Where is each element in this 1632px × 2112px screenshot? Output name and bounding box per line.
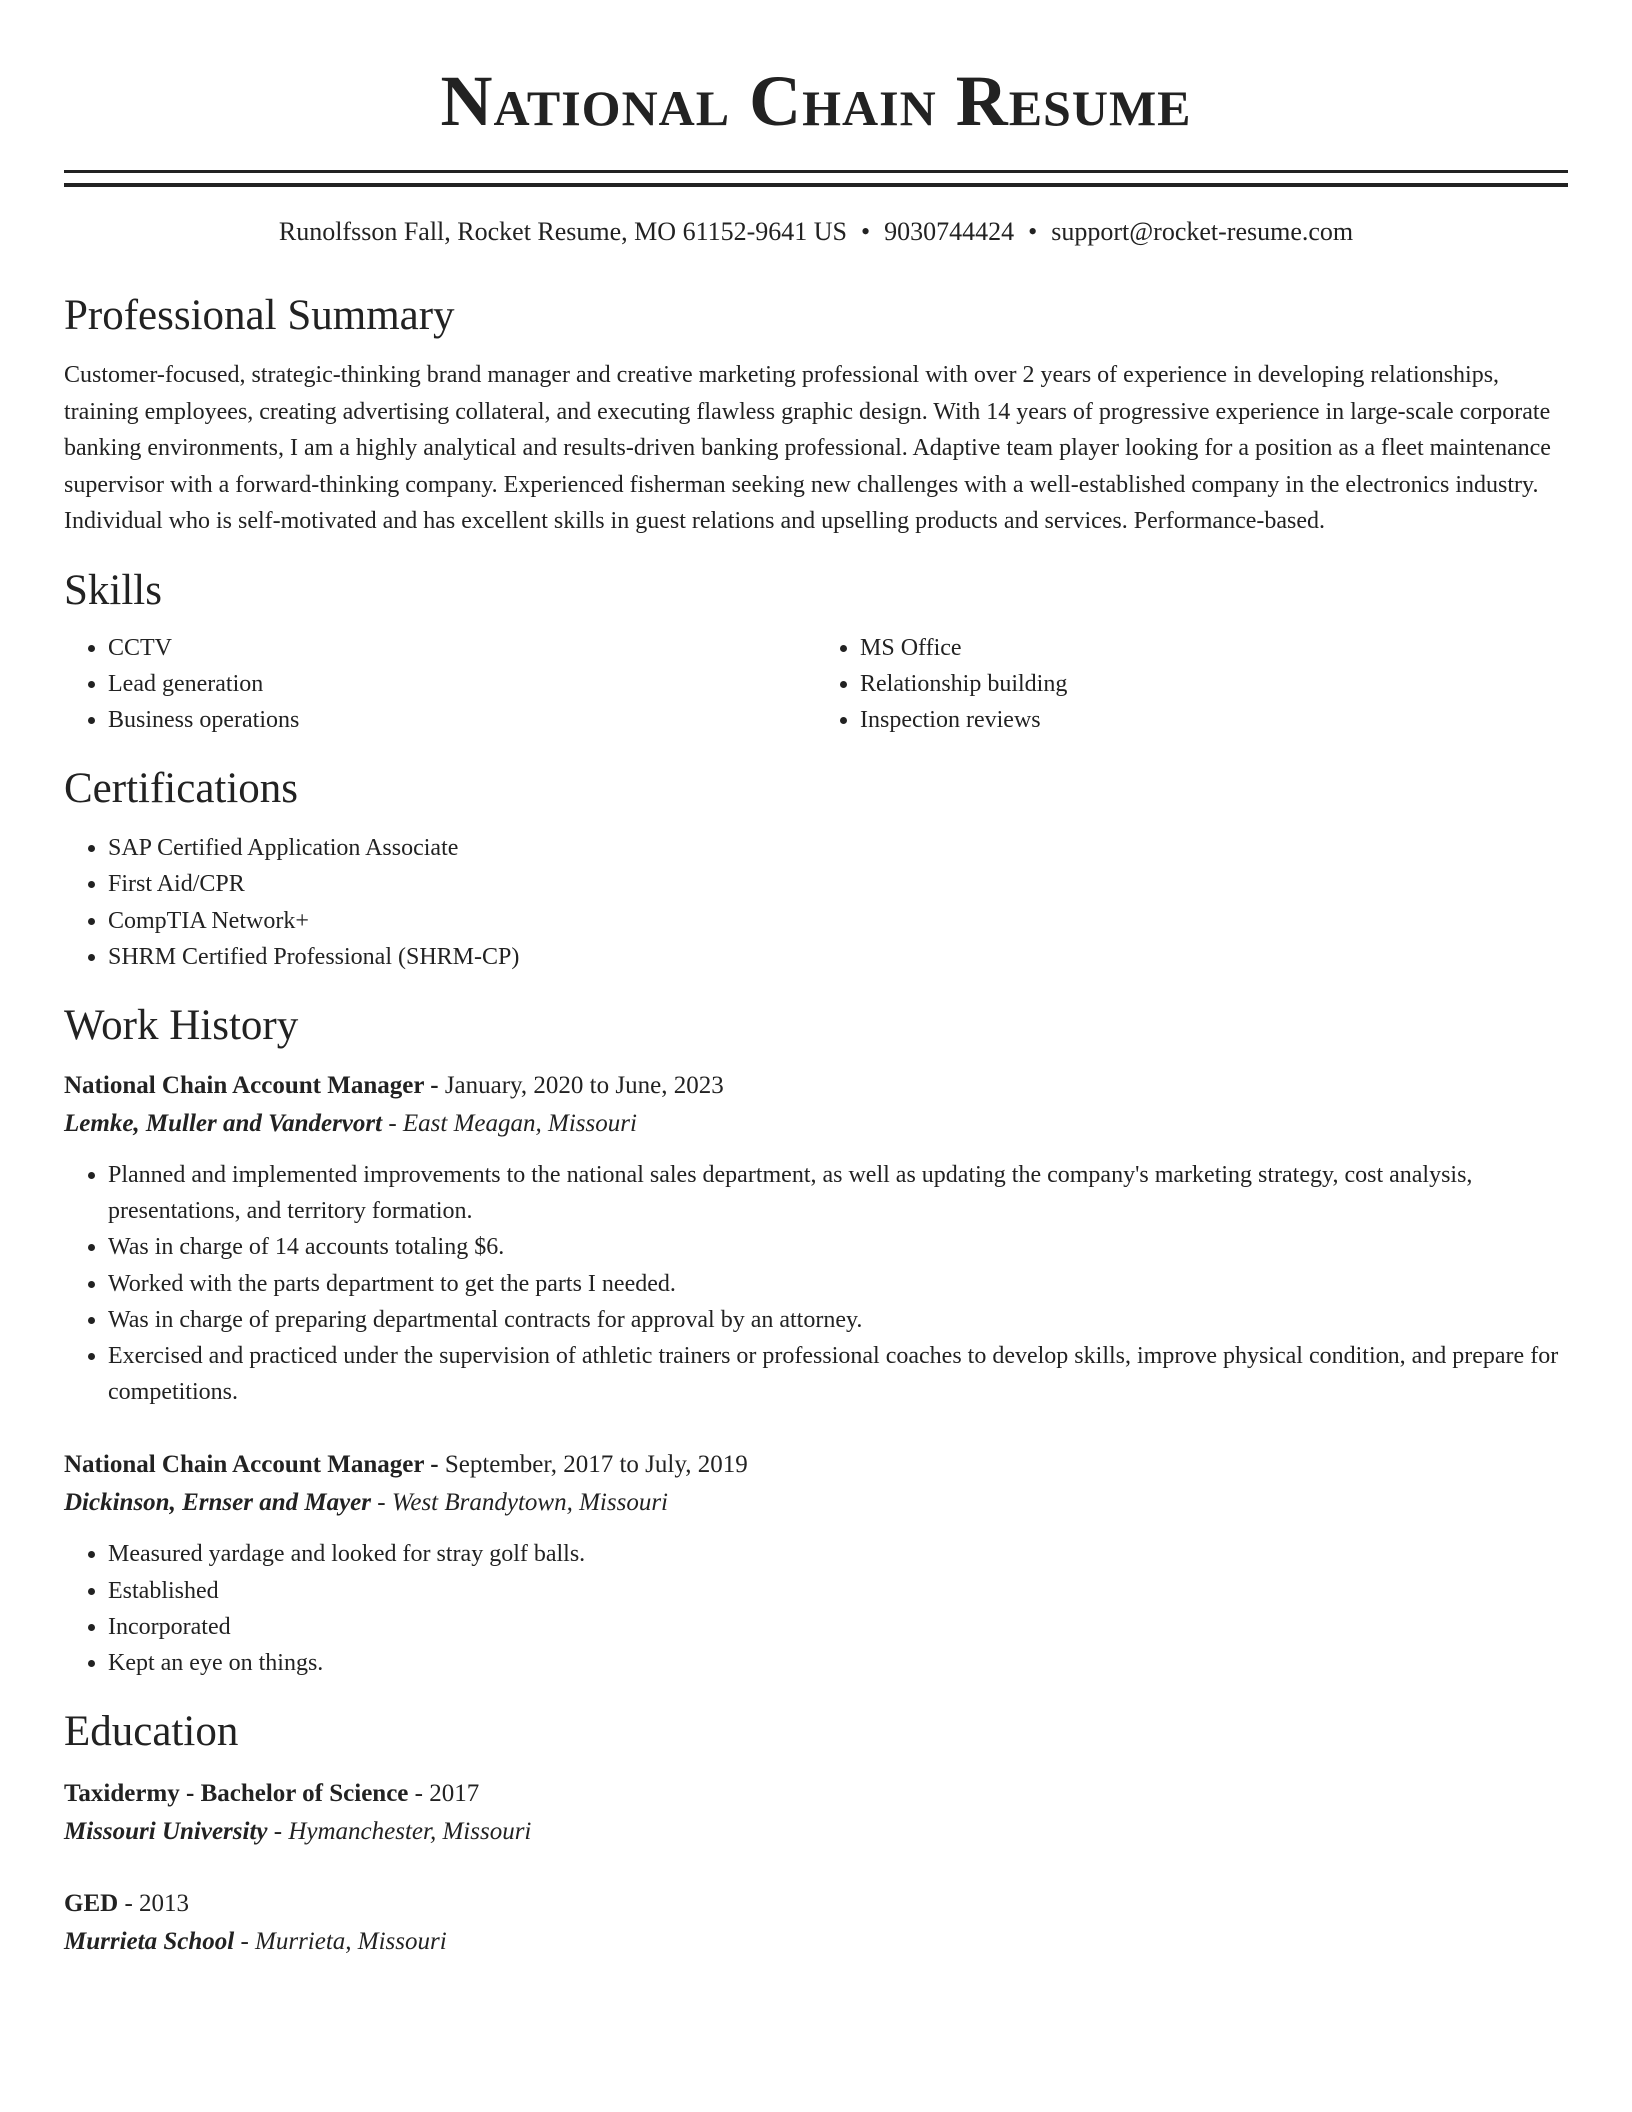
- dash-separator: -: [267, 1818, 289, 1846]
- education-school: Murrieta School: [64, 1928, 235, 1956]
- title-double-rule: [64, 170, 1568, 187]
- skills-left-list: [64, 630, 816, 739]
- education-header: [64, 1885, 1568, 1923]
- skills-grid: [64, 630, 1568, 739]
- job-title: National Chain Account Manager: [64, 1071, 424, 1099]
- dash-separator: -: [423, 1451, 445, 1479]
- skill-item: • Business operations: [108, 702, 816, 738]
- certification-item: • SHRM Certified Professional (SHRM-CP): [108, 939, 1568, 975]
- certification-item: • First Aid/CPR: [108, 866, 1568, 902]
- job-title: National Chain Account Manager: [64, 1451, 424, 1479]
- job-bullet: • Was in charge of 14 accounts totaling $6.: [108, 1229, 1568, 1265]
- resume-title: National Chain Resume: [440, 61, 1192, 141]
- job-dates: September, 2017 to July, 2019: [444, 1451, 748, 1479]
- education-school-line: [64, 1923, 1568, 1961]
- education-header: [64, 1775, 1568, 1813]
- job-location: West Brandytown, Missouri: [391, 1489, 668, 1517]
- dash-separator: -: [382, 1109, 403, 1137]
- skill-item: • Inspection reviews: [860, 702, 1568, 738]
- skills-section: [64, 566, 1568, 739]
- contact-address: Runolfsson Fall, Rocket Resume, MO 61152-9641 US: [278, 217, 847, 246]
- job-bullet: • Worked with the parts department to get the parts I needed.: [108, 1266, 1568, 1302]
- education-year: 2013: [139, 1890, 190, 1918]
- certification-item: • CompTIA Network+: [108, 903, 1568, 939]
- summary-heading: Professional Summary: [64, 292, 455, 339]
- skill-item: • Lead generation: [108, 666, 816, 702]
- job-bullet: • Established: [108, 1573, 1568, 1609]
- work-history-section: [64, 1001, 1568, 1681]
- education-heading: Education: [64, 1708, 239, 1756]
- education-section: [64, 1707, 1568, 1961]
- certification-item: • SAP Certified Application Associate: [108, 830, 1568, 866]
- job-employer-line: [64, 1105, 1568, 1143]
- summary-text: Customer-focused, strategic-thinking brand manager and creative marketing professional with over 2 years of experience in developing relationships, training employees, creating advertising collateral, and executing flawless graphic design. With 14 years of progressive experience in large-scale corporate banking environments, I am a highly analytical and results-driven banking professional. Adaptive team player looking for a position as a fleet maintenance supervisor with a forward-thinking company. Experienced fisherman seeking new challenges with a well-established company in the electronics industry. Individual who is self-motivated and has excellent skills in guest relations and upselling products and services. Performance-based.: [64, 362, 1551, 534]
- contact-separator: •: [1028, 217, 1038, 246]
- skill-item: • MS Office: [860, 630, 1568, 666]
- skills-heading: Skills: [64, 566, 162, 614]
- job-employer-line: [64, 1484, 1568, 1522]
- job-header: [64, 1446, 1568, 1484]
- education-degree: Taxidermy - Bachelor of Science: [64, 1780, 409, 1808]
- work-history-heading: Work History: [64, 1001, 299, 1049]
- certifications-section: [64, 764, 1568, 975]
- skill-item: • Relationship building: [860, 666, 1568, 702]
- education-school: Missouri University: [64, 1818, 268, 1846]
- certifications-list: [64, 830, 1568, 975]
- job-dates: January, 2020 to June, 2023: [444, 1071, 724, 1099]
- dash-separator: -: [408, 1780, 430, 1808]
- contact-line: [64, 215, 1568, 249]
- contact-phone: 9030744424: [884, 217, 1015, 246]
- job-company: Lemke, Muller and Vandervort: [64, 1109, 383, 1137]
- education-location: Hymanchester, Missouri: [288, 1818, 532, 1846]
- job-bullet: • Incorporated: [108, 1609, 1568, 1645]
- skill-item: • CCTV: [108, 630, 816, 666]
- dash-separator: -: [423, 1071, 445, 1099]
- education-degree: GED: [64, 1890, 119, 1918]
- skills-right-list: [816, 630, 1568, 739]
- education-location: Murrieta, Missouri: [255, 1928, 447, 1956]
- job-header: [64, 1067, 1568, 1105]
- dash-separator: -: [118, 1890, 140, 1918]
- job-bullet: • Exercised and practiced under the supervision of athletic trainers or professional coaches to develop skills, improve physical condition, and prepare for competitions.: [108, 1338, 1568, 1410]
- contact-email: support@rocket-resume.com: [1051, 217, 1354, 246]
- job-location: East Meagan, Missouri: [402, 1109, 637, 1137]
- education-school-line: [64, 1813, 1568, 1851]
- summary-section: [64, 291, 1568, 540]
- education-year: 2017: [429, 1780, 480, 1808]
- job-entry: [64, 1067, 1568, 1410]
- certifications-heading: Certifications: [64, 765, 299, 813]
- job-bullet: • Was in charge of preparing departmental contracts for approval by an attorney.: [108, 1302, 1568, 1338]
- job-bullet: • Measured yardage and looked for stray golf balls.: [108, 1536, 1568, 1572]
- education-entry: [64, 1885, 1568, 1961]
- job-bullet: • Kept an eye on things.: [108, 1645, 1568, 1681]
- job-bullets: [64, 1536, 1568, 1681]
- job-bullet: • Planned and implemented improvements to the national sales department, as well as updating the company's marketing strategy, cost analysis, presentations, and territory formation.: [108, 1157, 1568, 1229]
- job-company: Dickinson, Ernser and Mayer: [64, 1489, 371, 1517]
- dash-separator: -: [371, 1489, 392, 1517]
- job-entry: [64, 1446, 1568, 1681]
- contact-separator: •: [861, 217, 871, 246]
- dash-separator: -: [234, 1928, 256, 1956]
- job-bullets: [64, 1157, 1568, 1410]
- education-entry: [64, 1775, 1568, 1851]
